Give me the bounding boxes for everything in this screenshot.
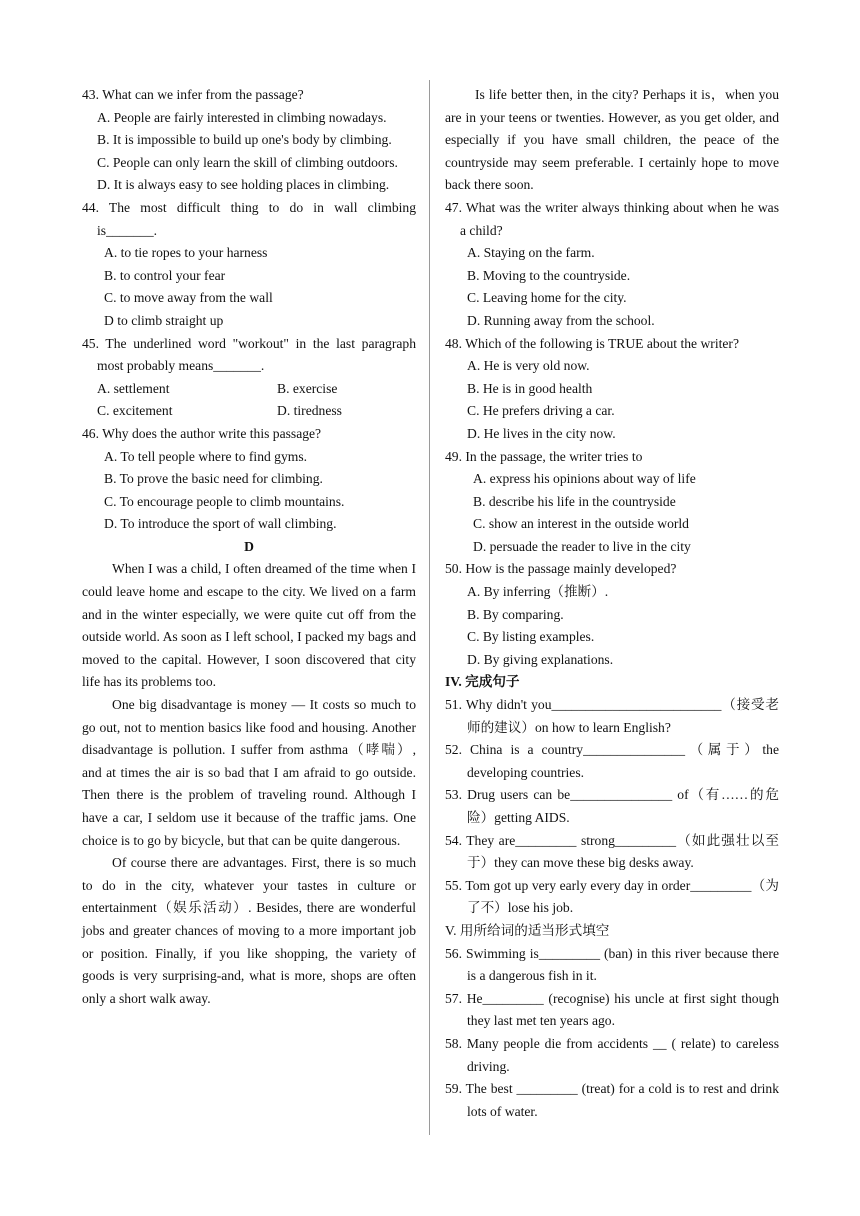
option-46c: C. To encourage people to climb mountains. [104, 493, 345, 509]
option-45b: B. exercise [277, 380, 338, 396]
options-45-row2 [82, 400, 416, 423]
question-50: 50. How is the passage mainly developed? [445, 561, 677, 577]
option-49d: D. persuade the reader to live in the city [473, 538, 691, 554]
item-54: 54. They are_________ strong_________（如此强壮以至于）they can move these big desks away. [445, 832, 779, 871]
option-50b: B. By comparing. [467, 606, 564, 622]
option-46d: D. To introduce the sport of wall climbing. [104, 516, 337, 532]
option-50a: A. By inferring（推断）. [467, 584, 609, 600]
item-53: 53. Drug users can be_______________ of（有……的危险）getting AIDS. [445, 787, 779, 825]
option-49a: A. express his opinions about way of life [473, 471, 696, 487]
question-46: 46. Why does the author write this passage? [82, 425, 322, 441]
passage-paragraph-3: Of course there are advantages. First, there is so much to do in the city, whatever your tastes in culture or entertainment（娱乐活动）. Besides, there are wonderful jobs and greater chances of moving to a more important job or position. Finally, if you like shopping, the variety of goods is very surprising-and, what is more, shops are often only a short walk away. [82, 855, 416, 1006]
item-58: 58. Many people die from accidents __ ( relate) to careless driving. [445, 1035, 779, 1074]
option-47c: C. Leaving home for the city. [467, 290, 627, 306]
item-55: 55. Tom got up very early every day in order_________（为了不）lose his job. [445, 877, 779, 916]
question-44: 44. The most difficult thing to do in wall climbing is_______. [82, 199, 416, 238]
option-44d: D to climb straight up [104, 312, 224, 328]
right-column [445, 84, 779, 1123]
passage-paragraph-2: One big disadvantage is money — It costs so much to go out, not to mention basics like food and housing. Another disadvantage is pollution. I suffer from asthma（哮喘）, and at times the air is so bad that I am afraid to go outside. Then there is the problem of traveling round. Although I have a car, I seldom use it because of the traffic jams. One choice is to go by bicycle, but that can be quite dangerous. [82, 697, 416, 848]
option-45a: A. settlement [97, 380, 170, 396]
option-45d: D. tiredness [277, 403, 342, 419]
option-44b: B. to control your fear [104, 267, 226, 283]
option-43c: C. People can only learn the skill of climbing outdoors. [97, 154, 398, 170]
option-45c: C. excitement [97, 403, 173, 419]
option-44c: C. to move away from the wall [104, 290, 273, 306]
option-47d: D. Running away from the school. [467, 312, 655, 328]
section-v-heading: V. 用所给词的适当形式填空 [445, 922, 610, 938]
option-44a: A. to tie ropes to your harness [104, 245, 268, 261]
option-46a: A. To tell people where to find gyms. [104, 448, 308, 464]
section-d-heading: D [244, 538, 254, 554]
item-56: 56. Swimming is_________ (ban) in this river because there is a dangerous fish in it. [445, 945, 779, 984]
options-45-row1 [82, 378, 416, 401]
item-59: 59. The best _________ (treat) for a cold is to rest and drink lots of water. [445, 1081, 779, 1119]
question-43: 43. What can we infer from the passage? [82, 87, 304, 102]
option-48c: C. He prefers driving a car. [467, 403, 615, 419]
item-57: 57. He_________ (recognise) his uncle at first sight though they last met ten years ago. [445, 990, 779, 1029]
question-45: 45. The underlined word "workout" in the last paragraph most probably means_______. [82, 335, 416, 374]
passage-paragraph-4: Is life better then, in the city? Perhaps it is，when you are in your teens or twenties. However, as you get older, and especially if you have small children, the peace of the countryside may seem preferable. I certainly hope to move back there soon. [445, 87, 779, 193]
option-43a: A. People are fairly interested in climbing nowadays. [97, 109, 387, 125]
question-48: 48. Which of the following is TRUE about the writer? [445, 335, 739, 351]
item-51: 51. Why didn't you_________________________（接受老师的建议）on how to learn English? [445, 697, 779, 735]
option-50d: D. By giving explanations. [467, 651, 614, 667]
option-43b: B. It is impossible to build up one's body by climbing. [97, 132, 392, 148]
option-48a: A. He is very old now. [467, 358, 590, 374]
option-49b: B. describe his life in the countryside [473, 493, 676, 509]
question-49: 49. In the passage, the writer tries to [445, 448, 643, 464]
item-52: 52. China is a country_______________（属于）the developing countries. [445, 742, 779, 780]
option-48b: B. He is in good health [467, 380, 593, 396]
option-48d: D. He lives in the city now. [467, 425, 616, 441]
option-47a: A. Staying on the farm. [467, 245, 595, 261]
option-50c: C. By listing examples. [467, 629, 595, 645]
option-47b: B. Moving to the countryside. [467, 267, 631, 283]
question-47: 47. What was the writer always thinking about when he was a child? [445, 199, 779, 238]
option-49c: C. show an interest in the outside world [473, 516, 689, 532]
passage-paragraph-1: When I was a child, I often dreamed of the time when I could leave home and escape to the city. We lived on a farm and in the winter especially, we were quite cut off from the outside world. As soon as I left school, I packed my bags and moved to the capital. However, I soon discovered that city life has its problems too. [82, 561, 416, 690]
column-divider [429, 80, 430, 1135]
option-46b: B. To prove the basic need for climbing. [104, 471, 323, 487]
option-43d: D. It is always easy to see holding places in climbing. [97, 177, 390, 193]
left-column [82, 84, 416, 1010]
section-iv-heading: IV. 完成句子 [445, 674, 520, 690]
